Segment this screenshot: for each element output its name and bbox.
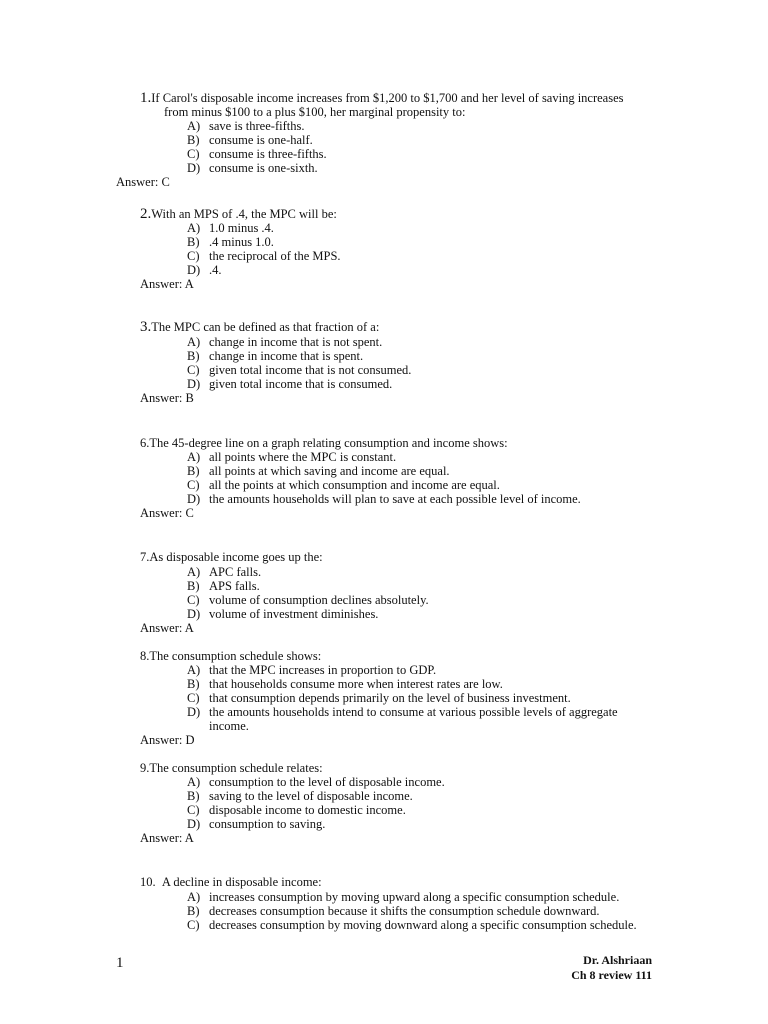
option-d-continuation: income. (209, 719, 249, 733)
option-text: all points at which saving and income are equal. (209, 464, 450, 478)
option-d (187, 817, 325, 831)
question-number: 9. (140, 761, 150, 775)
option-a (187, 450, 396, 464)
option-letter: C) (187, 691, 200, 705)
option-c (187, 691, 571, 705)
page-number: 1 (116, 955, 124, 971)
answer-9: Answer: A (140, 831, 194, 845)
option-a (187, 565, 261, 579)
option-b (187, 133, 313, 147)
option-letter: D) (187, 377, 201, 391)
option-letter: A) (187, 221, 201, 235)
option-letter: B) (187, 789, 200, 803)
option-text: all points where the MPC is constant. (209, 450, 397, 464)
question-text: As disposable income goes up the: (149, 550, 323, 564)
answer-3: Answer: B (140, 391, 194, 405)
option-text: the amounts households intend to consume at various possible levels of aggregate (209, 705, 618, 719)
option-b (187, 349, 363, 363)
option-text: 1.0 minus .4. (209, 221, 274, 235)
option-text: all the points at which consumption and income are equal. (209, 478, 500, 492)
option-b (187, 464, 450, 478)
question-number: 1. (140, 90, 152, 106)
option-letter: A) (187, 335, 201, 349)
option-letter: A) (187, 119, 201, 133)
option-letter: A) (187, 890, 201, 904)
option-letter: C) (187, 147, 200, 161)
option-b (187, 235, 274, 249)
option-text: volume of consumption declines absolutely. (209, 593, 429, 607)
option-letter: A) (187, 565, 201, 579)
option-c (187, 249, 341, 263)
answer-8: Answer: D (140, 733, 195, 747)
option-text: decreases consumption because it shifts the consumption schedule downward. (209, 904, 600, 918)
option-letter: B) (187, 904, 200, 918)
option-text: consume is three-fifths. (209, 147, 327, 161)
question-number: 2. (140, 206, 152, 222)
option-letter: A) (187, 663, 201, 677)
answer-6: Answer: C (140, 506, 194, 520)
footer-course: Ch 8 review 111 (571, 968, 652, 982)
answer-7: Answer: A (140, 621, 194, 635)
option-text: APC falls. (209, 565, 262, 579)
option-letter: B) (187, 464, 200, 478)
option-b (187, 677, 503, 691)
option-a (187, 221, 274, 235)
question-7-stem (140, 550, 323, 564)
option-letter: D) (187, 817, 201, 831)
option-text: change in income that is spent. (209, 349, 364, 363)
option-a (187, 890, 619, 904)
question-text: A decline in disposable income: (161, 875, 322, 889)
option-text: .4 minus 1.0. (209, 235, 274, 249)
option-letter: D) (187, 705, 201, 719)
question-number: 8. (140, 649, 150, 663)
option-b (187, 904, 600, 918)
option-text: .4. (209, 263, 222, 277)
option-c (187, 918, 637, 932)
option-text: consumption to the level of disposable income. (209, 775, 445, 789)
option-letter: C) (187, 593, 200, 607)
option-text: volume of investment diminishes. (209, 607, 379, 621)
option-text: saving to the level of disposable income. (209, 789, 413, 803)
question-text: With an MPS of .4, the MPC will be: (151, 207, 337, 221)
option-letter: D) (187, 263, 201, 277)
option-c (187, 478, 500, 492)
question-text: If Carol's disposable income increases from $1,200 to $1,700 and her level of saving increases (151, 91, 624, 105)
option-text: increases consumption by moving upward along a specific consumption schedule. (209, 890, 620, 904)
question-number: 7. (140, 550, 150, 564)
option-text: decreases consumption by moving downward along a specific consumption schedule. (209, 918, 637, 932)
option-d (187, 607, 378, 621)
option-letter: B) (187, 579, 200, 593)
option-d (187, 492, 581, 506)
question-9-stem (140, 761, 323, 775)
option-letter: C) (187, 918, 200, 932)
option-text: that the MPC increases in proportion to GDP. (209, 663, 437, 677)
option-letter: D) (187, 161, 201, 175)
option-text: the amounts households will plan to save at each possible level of income. (209, 492, 581, 506)
option-text: the reciprocal of the MPS. (209, 249, 341, 263)
option-a (187, 335, 382, 349)
question-1-stem (140, 91, 624, 105)
question-3-stem (140, 320, 379, 334)
option-c (187, 593, 429, 607)
option-a (187, 663, 436, 677)
option-c (187, 803, 406, 817)
question-text: The consumption schedule relates: (149, 761, 323, 775)
option-letter: C) (187, 803, 200, 817)
option-letter: A) (187, 450, 201, 464)
option-d (187, 161, 318, 175)
answer-1: Answer: C (116, 175, 170, 189)
option-b (187, 789, 413, 803)
option-letter: C) (187, 478, 200, 492)
option-text: that households consume more when interest rates are low. (209, 677, 503, 691)
option-d (187, 263, 222, 277)
question-number: 6. (140, 436, 150, 450)
option-a (187, 775, 445, 789)
question-text: The 45-degree line on a graph relating consumption and income shows: (149, 436, 508, 450)
option-text: disposable income to domestic income. (209, 803, 406, 817)
option-text: change in income that is not spent. (209, 335, 383, 349)
option-letter: B) (187, 133, 200, 147)
option-letter: B) (187, 349, 200, 363)
option-text: given total income that is consumed. (209, 377, 393, 391)
option-text: given total income that is not consumed. (209, 363, 412, 377)
option-c (187, 147, 327, 161)
option-c (187, 363, 411, 377)
footer-info (571, 953, 652, 983)
option-d (187, 377, 392, 391)
option-text: consume is one-sixth. (209, 161, 318, 175)
option-text: APS falls. (209, 579, 260, 593)
option-letter: B) (187, 235, 200, 249)
question-10-stem (140, 875, 322, 889)
option-letter: A) (187, 775, 201, 789)
option-letter: D) (187, 492, 201, 506)
question-number: 3. (140, 319, 152, 335)
question-number: 10. (140, 875, 156, 889)
option-text: that consumption depends primarily on the level of business investment. (209, 691, 571, 705)
option-letter: C) (187, 363, 200, 377)
option-text: consume is one-half. (209, 133, 313, 147)
option-b (187, 579, 260, 593)
option-a (187, 119, 304, 133)
question-text: The MPC can be defined as that fraction of a: (151, 320, 380, 334)
option-d (187, 705, 618, 719)
option-letter: D) (187, 607, 201, 621)
option-text: consumption to saving. (209, 817, 326, 831)
option-letter: B) (187, 677, 200, 691)
question-1-stem-cont: from minus $100 to a plus $100, her marginal propensity to: (164, 105, 466, 119)
question-text: The consumption schedule shows: (149, 649, 322, 663)
question-8-stem (140, 649, 321, 663)
option-text: save is three-fifths. (209, 119, 305, 133)
footer-author: Dr. Alshriaan (583, 953, 652, 967)
option-letter: C) (187, 249, 200, 263)
answer-2: Answer: A (140, 277, 194, 291)
question-6-stem (140, 436, 508, 450)
question-2-stem (140, 207, 337, 221)
